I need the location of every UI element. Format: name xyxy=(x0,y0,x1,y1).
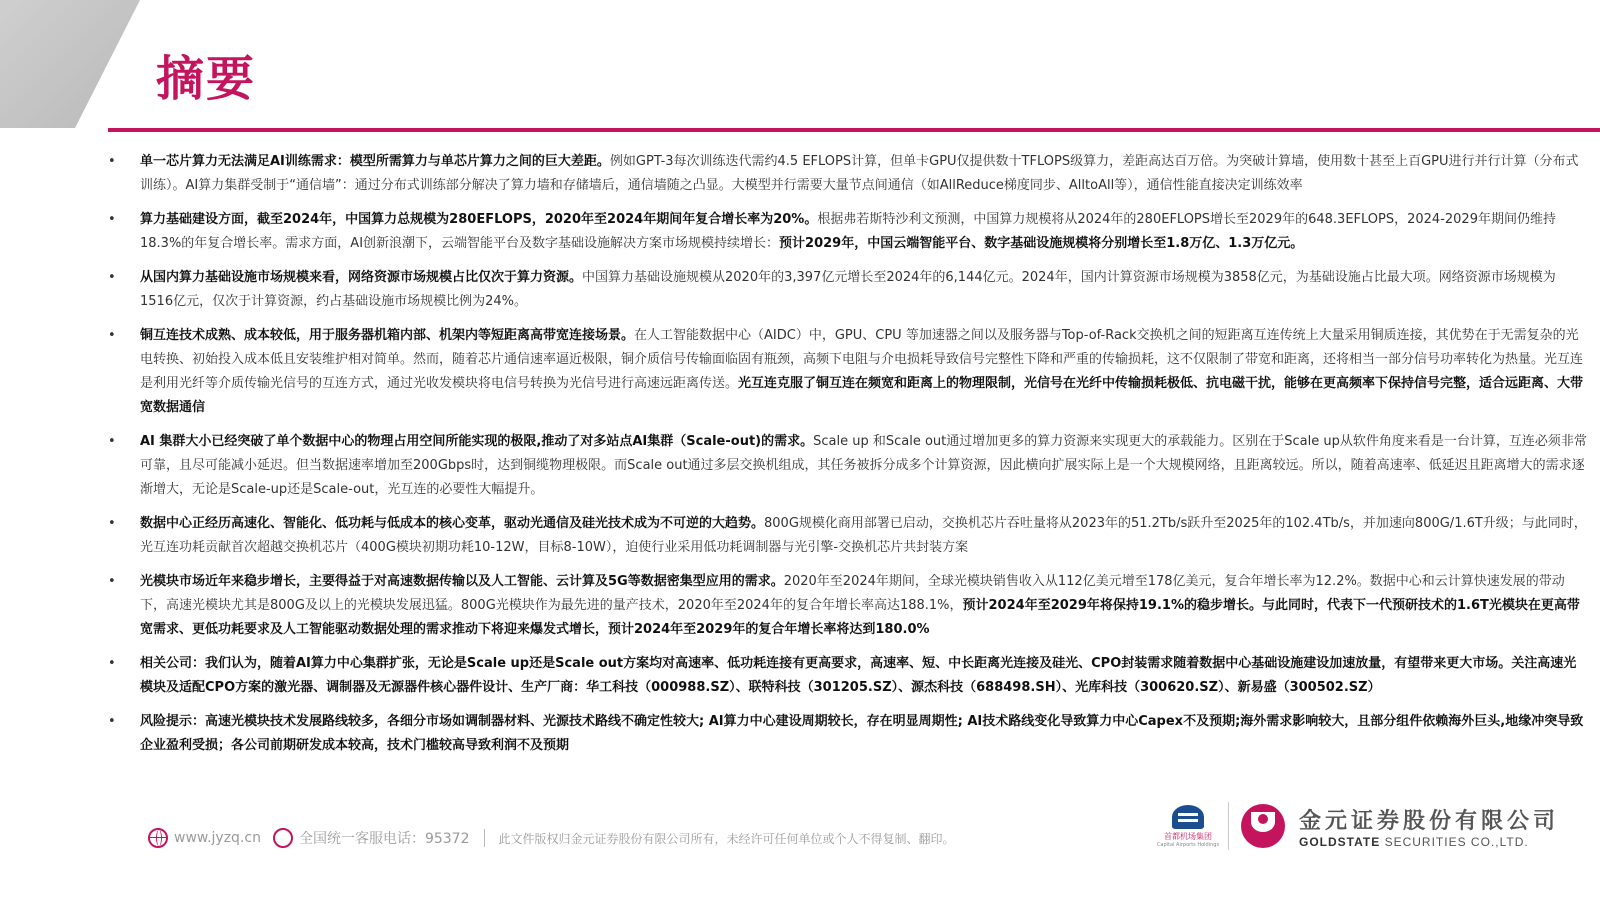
company-name-cn: 金元证券股份有限公司 xyxy=(1299,808,1560,834)
bullet-heading: 铜互连技术成熟、成本较低，用于服务器机箱内部、机架内等短距离高带宽连接场景。 xyxy=(140,328,635,343)
bullet-heading: 算力基础建设方面，截至2024年，中国算力总规模为280EFLOPS，2020年至2024年期间年复合增长率为20%。 xyxy=(140,212,818,227)
bullet-dot: • xyxy=(108,516,116,531)
bullet-conclusion: 预计2024年至2029年将保持19.1%的稳步增长。与此同时，代表下一代预研技术的1.6T光模块在更高带宽需求、更低功耗要求及人工智能驱动数据处理的需求推动下将迎来爆发式增长，预计2024年至2029年的复合年增长率将达到180.0% xyxy=(140,598,1580,637)
bullet-dot: • xyxy=(108,212,116,227)
bullet-dot: • xyxy=(108,328,116,343)
company-name-en xyxy=(1299,835,1559,849)
list-item xyxy=(108,324,1588,420)
bullet-conclusion: 预计2029年，中国云端智能平台、数字基础设施规模将分别增长至1.8万亿、1.3万亿元。 xyxy=(779,236,1304,251)
logo-divider xyxy=(1228,802,1229,850)
list-item xyxy=(108,652,1588,700)
corner-decoration xyxy=(0,0,140,128)
bullet-text: Scale up 和Scale out通过增加更多的算力资源来实现更大的承载能力。区别在于Scale up从软件角度来看是一台计算，互连必须非常可靠，且尽可能减小延迟。但当数据速率增加至200Gbps时，达到铜缆物理极限。而Scale out通过多层交换机组成，其任务被拆分成多个计算资源，因此横向扩展实际上是一个大规模网络，且距离较远。所以，随着高速率、低延迟且距离增大的需求逐渐增大，无论是Scale-up还是Scale-out，光互连的必要性大幅提升。 xyxy=(140,434,1587,497)
page-title: 摘要 xyxy=(156,51,257,107)
bullet-text: 例如GPT-3每次训练迭代需约4.5 EFLOPS计算，但单卡GPU仅提供数十TFLOPS级算力，差距高达百万倍。为突破计算墙，使用数十甚至上百GPU进行并行计算（分布式训练）。AI算力集群受制于“通信墙”：通过分布式训练部分解决了算力墙和存储墙后，通信墙随之凸显。大模型并行需要大量节点间通信（如AllReduce梯度同步、AlltoAll等），通信性能直接决定训练效率 xyxy=(140,154,1579,193)
bullet-dot: • xyxy=(108,270,116,285)
bullet-dot: • xyxy=(108,154,116,169)
list-item xyxy=(108,430,1588,502)
bullet-heading: 数据中心正经历高速化、智能化、低功耗与低成本的核心变革，驱动光通信及硅光技术成为不可逆的大趋势。 xyxy=(140,516,765,531)
goldstate-logo-icon xyxy=(1241,804,1285,848)
globe-icon xyxy=(148,828,168,848)
bullet-heading: 风险提示：高速光模块技术发展路线较多，各细分市场如调制器材料、光源技术路线不确定性较大; AI算力中心建设周期较长，存在明显周期性; AI技术路线变化导致算力中心Capex不及预期;海外需求影响较大，且部分组件依赖海外巨头,地缘冲突导致企业盈利受损；各公司前期研发成本较高，技术门槛较高导致利润不及预期 xyxy=(140,714,1584,753)
list-item xyxy=(108,710,1588,758)
airport-name-cn: 首都机场集团 xyxy=(1164,831,1212,841)
bullet-dot: • xyxy=(108,434,116,449)
bullet-text: 根据弗若斯特沙利文预测，中国算力规模将从2024年的280EFLOPS增长至2029年的648.3EFLOPS，2024-2029年期间仍维持18.3%的年复合增长率。需求方面，AI创新浪潮下，云端智能平台及数字基础设施解决方案市场规模持续增长： xyxy=(140,212,1556,251)
bullet-heading: AI 集群大小已经突破了单个数据中心的物理占用空间所能实现的极限,推动了对多站点AI集群（Scale-out)的需求。 xyxy=(140,434,814,449)
bullet-heading: 相关公司：我们认为，随着AI算力中心集群扩张，无论是Scale up还是Scale out方案均对高速率、低功耗连接有更高要求，高速率、短、中长距离光连接及硅光、CPO封装需求随着数据中心基础设施建设加速放量，有望带来更大市场。关注高速光模块及适配CPO方案的激光器、调制器及无源器件核心器件设计、生产厂商：华工科技（000988.SZ）、联特科技（301205.SZ）、源杰科技（688498.SH）、光库科技（300620.SZ）、新易盛（300502.SZ） xyxy=(140,656,1577,695)
bullet-dot: • xyxy=(108,656,116,671)
bullet-text: 在人工智能数据中心（AIDC）中，GPU、CPU 等加速器之间以及服务器与Top-of-Rack交换机之间的短距离互连传统上大量采用铜质连接，其优势在于无需复杂的光电转换、初始投入成本低且安装维护相对简单。然而，随着芯片通信速率逼近极限，铜介质信号传输面临固有瓶颈，高频下电阻与介电损耗导致信号完整性下降和严重的传输损耗，这不仅限制了带宽和距离，还将相当一部分信号功率转化为热量。光互连是利用光纤等介质传输光信号的互连方式，通过光收发模块将电信号转换为光信号进行高速远距离传送。 xyxy=(140,328,1584,391)
list-item xyxy=(108,150,1588,198)
list-item xyxy=(108,208,1588,256)
bullet-heading: 光模块市场近年来稳步增长，主要得益于对高速数据传输以及人工智能、云计算及5G等数据密集型应用的需求。 xyxy=(140,574,784,589)
logo-area xyxy=(1156,796,1560,856)
bullet-dot: • xyxy=(108,714,116,729)
hotline-text: 全国统一客服电话：95372 xyxy=(298,831,470,847)
company-name xyxy=(1299,804,1559,849)
footer-divider xyxy=(484,829,485,847)
bullet-dot: • xyxy=(108,574,116,589)
airport-name-en: Capital Airports Holdings xyxy=(1156,841,1220,848)
bullet-text: 中国算力基础设施规模从2020年的3,397亿元增长至2024年的6,144亿元。2024年，国内计算资源市场规模为3858亿元，为基础设施占比最大项。网络资源市场规模为1516亿元，仅次于计算资源，约占基础设施市场规模比例为24%。 xyxy=(140,270,1556,309)
bullet-conclusion: 光互连克服了铜互连在频宽和距离上的物理限制，光信号在光纤中传输损耗极低、抗电磁干扰，能够在更高频率下保持信号完整，适合远距离、大带宽数据通信 xyxy=(140,376,1584,415)
phone-icon xyxy=(273,828,293,848)
bullet-text: 2020年至2024年期间，全球光模块销售收入从112亿美元增至178亿美元，复合年增长率为12.2%。数据中心和云计算快速发展的带动下，高速光模块尤其是800G及以上的光模块发展迅猛。800G光模块作为最先进的量产技术，2020年至2024年的复合年增长率高达188.1%， xyxy=(140,574,1565,613)
airport-mark-icon xyxy=(1172,805,1204,829)
list-item xyxy=(108,512,1588,560)
airport-logo xyxy=(1156,805,1220,848)
bullet-heading: 从国内算力基础设施市场规模来看，网络资源市场规模占比仅次于算力资源。 xyxy=(140,270,583,285)
company-name-en-bold: GOLDSTATE xyxy=(1299,834,1381,849)
website-link[interactable]: www.jyzq.cn xyxy=(174,830,261,846)
list-item xyxy=(108,266,1588,314)
list-item xyxy=(108,570,1588,642)
footer xyxy=(148,826,955,850)
title-divider xyxy=(108,128,1600,132)
bullet-heading: 单一芯片算力无法满足AI训练需求：模型所需算力与单芯片算力之间的巨大差距。 xyxy=(140,154,610,169)
copyright-notice: 此文件版权归金元证券股份有限公司所有，未经许可任何单位或个人不得复制、翻印。 xyxy=(498,831,955,846)
company-name-en-rest: SECURITIES CO.,LTD. xyxy=(1384,834,1529,849)
summary-list xyxy=(108,150,1588,768)
bullet-text: 800G规模化商用部署已启动，交换机芯片吞吐量将从2023年的51.2Tb/s跃升至2025年的102.4Tb/s，并加速向800G/1.6T升级；与此同时，光互连功耗贡献首次超越交换机芯片（400G模块初期功耗10-12W，目标8-10W），迫使行业采用低功耗调制器与光引擎-交换机芯片共封装方案 xyxy=(140,516,1587,555)
